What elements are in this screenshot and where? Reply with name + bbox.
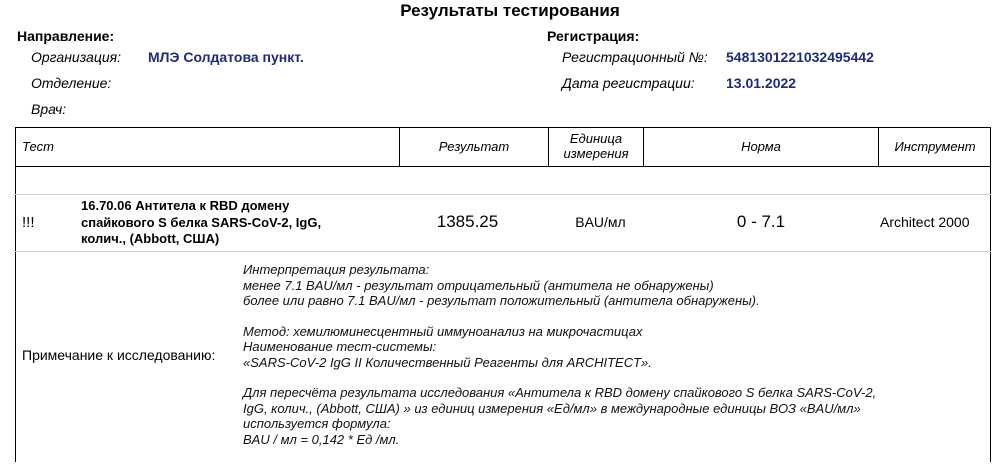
registration-date-label: Дата регистрации: [562,75,695,91]
note-line: Интерпретация результата: [243,262,430,277]
instrument-value: Architect 2000 [880,214,970,230]
header-norm: Норма [741,139,781,154]
test-name-line2: спайкового S белка SARS-CoV-2, IgG, [81,214,322,230]
test-name [81,198,321,248]
test-name-line3: колич., (Abbott, США) [81,231,220,246]
test-name-line1: 16.70.06 Антитела к RBD домену [81,198,290,213]
table-empty-row-border [15,194,991,195]
organization-label: Организация: [31,49,121,65]
note-spacer [243,370,876,385]
note-line: «SARS-CoV-2 IgG II Количественный Реагенты для ARCHITECT». [243,354,652,370]
result-value: 1385.25 [436,212,499,231]
table-header-border [15,166,991,167]
table-row-border [15,251,991,252]
note-label: Примечание к исследованию: [22,347,216,363]
department-label: Отделение: [31,75,112,91]
note-line: IgG, колич., (Abbott, США) » из единиц измерения «Ед/мл» в международные единицы ВОЗ «BAU/мл» [243,400,861,416]
direction-heading: Направление: [17,28,115,44]
registration-number-value: 5481301221032495442 [726,49,874,65]
note-spacer [243,309,876,324]
header-unit [549,131,643,161]
registration-number-label: Регистрационный №: [562,49,708,65]
note-line: Наименование тест-системы: [243,339,437,354]
registration-date-value: 13.01.2022 [726,75,797,91]
note-line: менее 7.1 BAU/мл - результат отрицательный (антитела не обнаружены) [243,277,714,293]
table-top-border [15,127,991,128]
header-unit-line1: Единица [569,131,623,146]
header-test: Тест [22,139,54,154]
header-instrument: Инструмент [894,139,976,154]
note-line: BAU / мл = 0,142 * Ед /мл. [243,431,400,447]
page-title: Результаты тестирования [400,1,620,20]
note-line: используется формула: [243,416,391,431]
registration-heading: Регистрация: [547,28,640,44]
unit-value: BAU/мл [575,214,626,230]
note-line: Для пересчёта результата исследования «Антитела к RBD домену спайкового S белка SARS-CoV-2, [243,385,877,400]
norm-value: 0 - 7.1 [736,212,786,231]
note-line: более или равно 7.1 BAU/мл - результат положительный (антитела обнаружены). [243,293,760,308]
note-text [243,262,876,447]
doctor-label: Врач: [31,101,67,117]
header-unit-line2: измерения [563,146,629,161]
note-line: Метод: хемилюминесцентный иммуноанализ на микрочастицах [243,323,643,339]
flag-critical: !!! [22,214,35,231]
header-result: Результат [438,139,510,154]
organization-value: МЛЭ Солдатова пункт. [148,49,304,65]
